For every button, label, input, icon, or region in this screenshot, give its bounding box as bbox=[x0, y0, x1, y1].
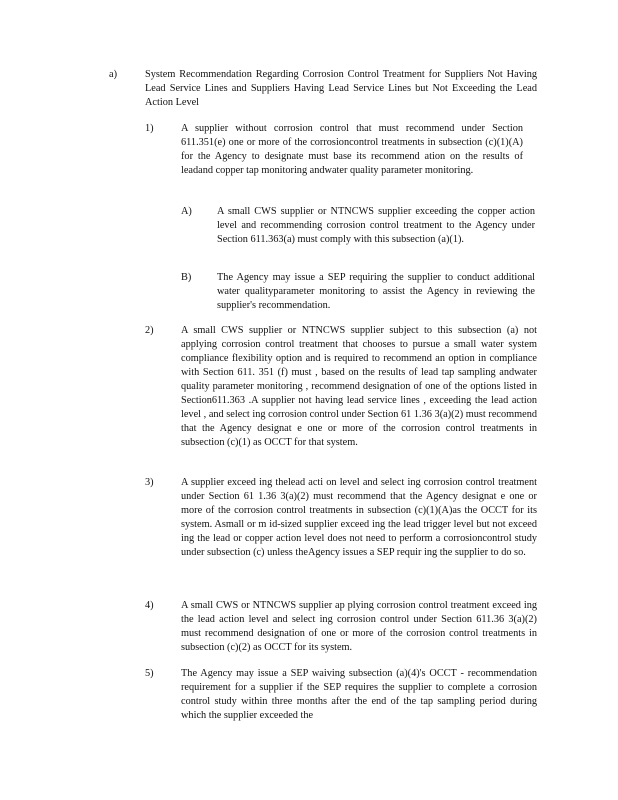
subitem-label: A) bbox=[181, 206, 192, 217]
item-label: 1) bbox=[145, 123, 154, 134]
item-paragraph: A small CWS or NTNCWS supplier ap plying corrosion control treatment exceed ing the lead action level and select ing corrosion control under Section 611.36 3(a)(2) must recommend designation of one or more of the corrosion control treatments in subsection (c)(2) as OCCT for its system. bbox=[181, 600, 537, 653]
item-paragraph: A small CWS supplier or NTNCWS supplier subject to this subsection (a) not applying corrosion control treatment that chooses to pursue a small water system compliance flexibility option and is required to recommend an option in compliance with Section 611. 351 (f) must , based on the results of lead tap sampling andwater quality parameter monitoring , recommend designation of one of the options listed in Section611.363 .A supplier not having lead service lines , exceeding the lead action level , and select ing corrosion control under Section 61 1.36 3(a)(2) must recommend that the Agency designat e one or more of the corrosion control treatments in subsection (c)(1) as OCCT for that system. bbox=[181, 325, 537, 448]
item-label: 4) bbox=[145, 600, 154, 611]
item-paragraph: A supplier without corrosion control that must recommend under Section 611.351(e) one or more of the corrosioncontrol treatments in subsection (c)(1)(A) for the Agency to designate must base its recommend ation on the results of leadand copper tap monitoring andwater quality parameter monitoring. bbox=[181, 123, 523, 176]
subitem-paragraph: A small CWS supplier or NTNCWS supplier exceeding the copper action level and recommending corrosion control treatment to the Agency under Section 611.363(a) must comply with this subsection (a)(1). bbox=[217, 206, 535, 245]
section-heading: System Recommendation Regarding Corrosion Control Treatment for Suppliers Not Having Lead Service Lines and Suppliers Having Lead Service Lines but Not Exceeding the Lead Action Level bbox=[145, 69, 537, 108]
item-label: 2) bbox=[145, 325, 154, 336]
item-paragraph: The Agency may issue a SEP waiving subsection (a)(4)'s OCCT - recommendation requirement for a supplier if the SEP requires the supplier to complete a corrosion control study within three months after the end of the tap sampling period during which the supplier exceeded the bbox=[181, 668, 537, 721]
item-paragraph: A supplier exceed ing thelead acti on level and select ing corrosion control treatment under Section 61 1.36 3(a)(2) must recommend that the Agency designat e one or more of the corrosion control treatments in subsection (c)(1)(A)as the OCCT for its system. Asmall or m id-sized supplier exceed ing the lead trigger level but not exceed ing the lead or copper action level does not need to perform a corrosioncontrol study under subsection (c) unless theAgency issues a SEP requir ing the supplier to do so. bbox=[181, 477, 537, 558]
item-label: 5) bbox=[145, 668, 154, 679]
subitem-paragraph: The Agency may issue a SEP requiring the supplier to conduct additional water qualityparameter monitoring to assist the Agency in reviewing the supplier's recommendation. bbox=[217, 272, 535, 311]
subitem-label: B) bbox=[181, 272, 192, 283]
section-label: a) bbox=[109, 69, 117, 80]
item-label: 3) bbox=[145, 477, 154, 488]
